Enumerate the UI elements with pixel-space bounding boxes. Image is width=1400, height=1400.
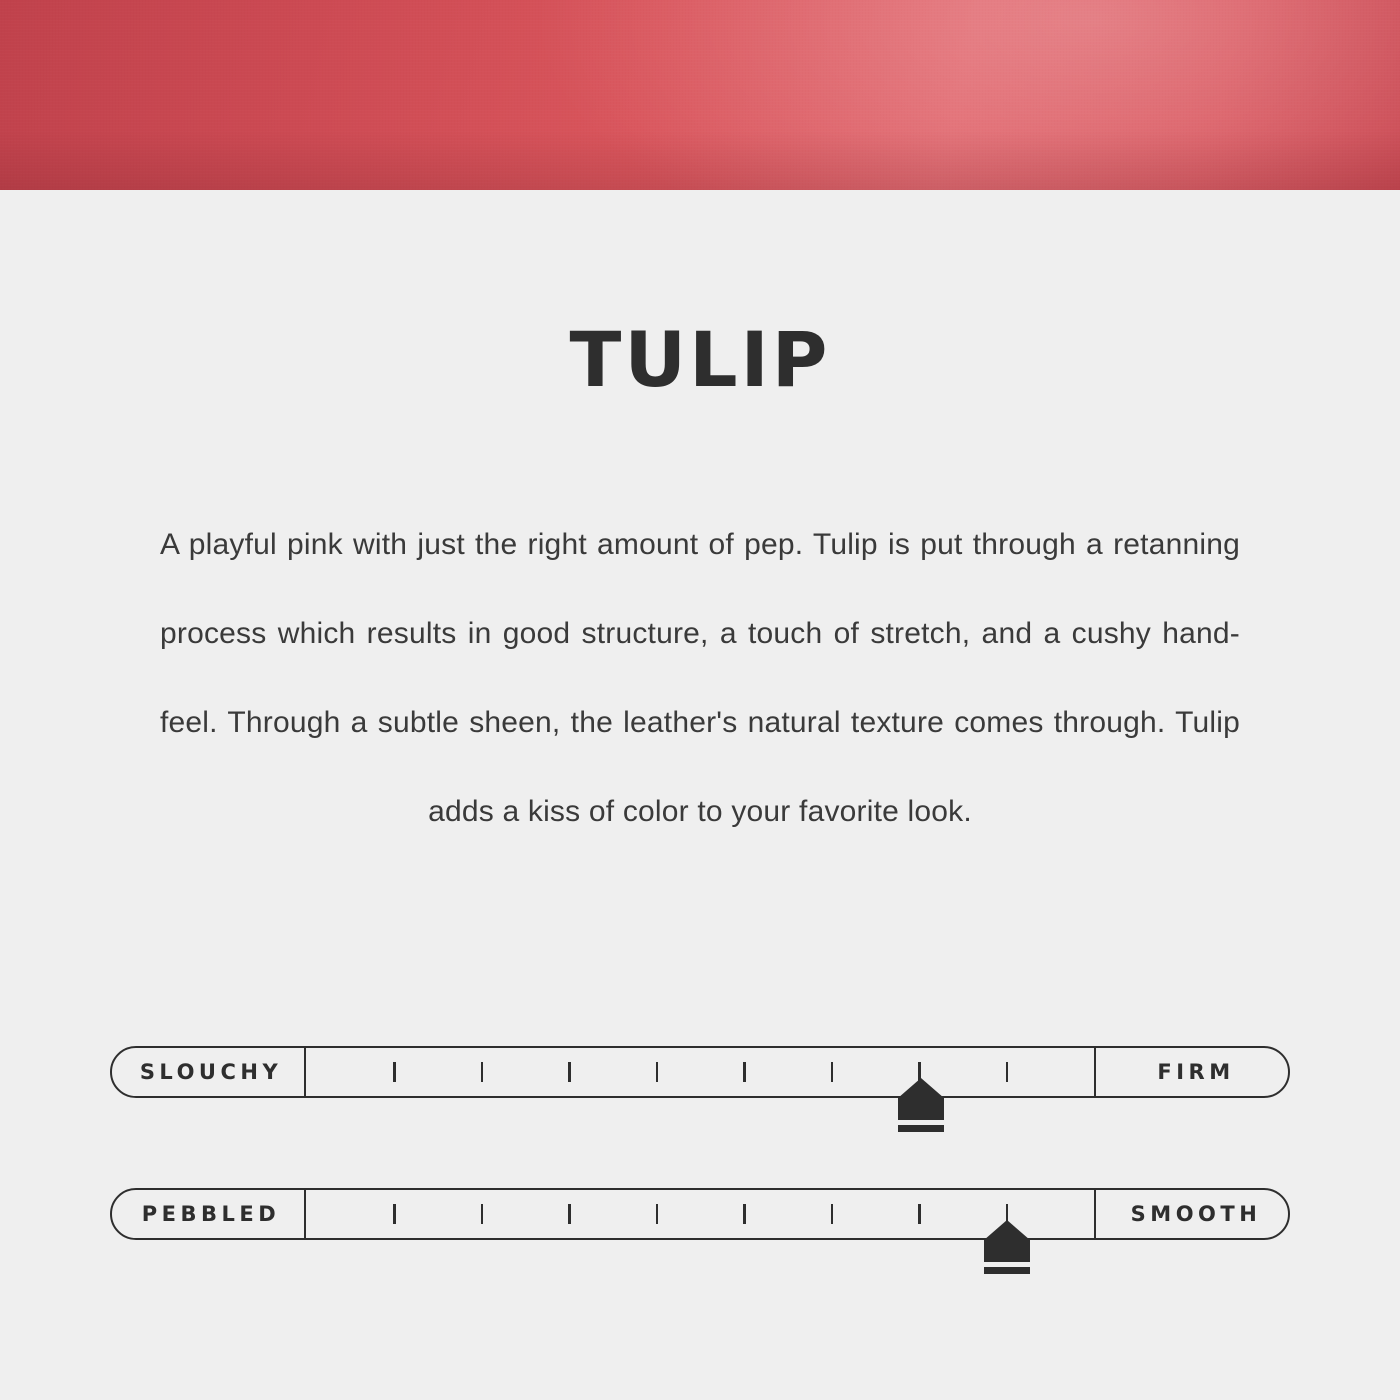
scale-tick bbox=[1006, 1062, 1009, 1082]
scale-tick bbox=[393, 1204, 396, 1224]
scale-tick bbox=[831, 1062, 834, 1082]
marker-body bbox=[898, 1098, 944, 1120]
marker-body bbox=[984, 1240, 1030, 1262]
swatch-shadow-gradient bbox=[0, 130, 1400, 190]
scale-right-label: FIRM bbox=[1094, 1046, 1290, 1098]
scale-tick bbox=[568, 1204, 571, 1224]
scale-marker bbox=[898, 1078, 944, 1132]
scale-left-label: PEBBLED bbox=[110, 1188, 306, 1240]
marker-foot bbox=[984, 1267, 1030, 1274]
attribute-scales bbox=[110, 1046, 1290, 1330]
scale-tick bbox=[743, 1062, 746, 1082]
scale-slouchy-firm bbox=[110, 1046, 1290, 1108]
scale-right-label: SMOOTH bbox=[1094, 1188, 1290, 1240]
scale-marker bbox=[984, 1220, 1030, 1274]
marker-foot bbox=[898, 1125, 944, 1132]
scale-tick bbox=[481, 1062, 484, 1082]
scale-tick bbox=[656, 1062, 659, 1082]
scale-tick bbox=[568, 1062, 571, 1082]
scale-tick bbox=[393, 1062, 396, 1082]
scale-tick bbox=[831, 1204, 834, 1224]
scale-tick bbox=[918, 1204, 921, 1224]
leather-grain-texture bbox=[0, 0, 1400, 190]
marker-point-icon bbox=[898, 1078, 944, 1098]
page-title: TULIP bbox=[569, 315, 831, 404]
scale-pebbled-smooth bbox=[110, 1188, 1290, 1250]
scale-tick bbox=[743, 1204, 746, 1224]
scale-tick bbox=[481, 1204, 484, 1224]
scale-ticks bbox=[306, 1046, 1094, 1098]
scale-ticks bbox=[306, 1188, 1094, 1240]
scale-left-label: SLOUCHY bbox=[110, 1046, 306, 1098]
marker-point-icon bbox=[984, 1220, 1030, 1240]
color-swatch-band bbox=[0, 0, 1400, 190]
scale-tick bbox=[656, 1204, 659, 1224]
color-description: A playful pink with just the right amount of pep. Tulip is put through a retanning process which results in good structure, a touch of stretch, and a cushy hand-feel. Through a subtle sheen, the leather's natural texture comes through. Tulip adds a kiss of color to your favorite look. bbox=[160, 528, 1240, 828]
